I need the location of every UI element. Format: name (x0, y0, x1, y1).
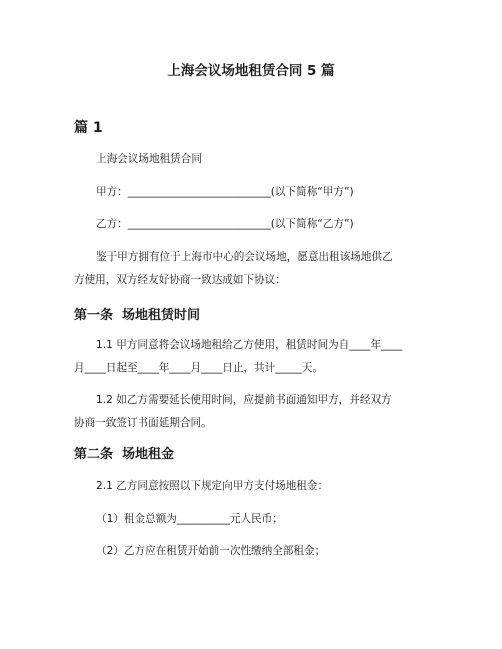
clause-1-1-line-2: 月____日起至____年____月____日止，共计_____天。 (74, 362, 323, 374)
clause-2-1-item-2-text: （2）乙方应在租赁开始前一次性缴纳全部租金； (96, 545, 326, 557)
clause-1-1-line-1: 1.1 甲方同意将会议场地租给乙方使用，租赁时间为自____年____ (96, 339, 403, 351)
clause-1-2-line-1: 1.2 如乙方需要延长使用时间，应提前书面通知甲方，并经双方 (96, 394, 392, 406)
party-a-line (74, 181, 430, 204)
contract-name (74, 148, 430, 171)
party-a-text: 甲方：___________________________(以下简称“甲方”) (96, 186, 354, 198)
clause-1-2-line-2: 协商一致签订书面延期合同。 (74, 417, 212, 429)
document-title: 上海会议场地租赁合同 5 篇 (167, 63, 335, 79)
section-heading: 篇 1 (74, 120, 103, 136)
clause-2-1-item-2 (74, 540, 430, 563)
clause-2-1-text: 2.1 乙方同意按照以下规定向甲方支付场地租金： (96, 480, 329, 492)
preamble-line-2: 方使用，双方经友好协商一致达成如下协议： (74, 274, 286, 286)
clause-2-1 (74, 475, 430, 498)
clause-2-1-item-1-text: （1）租金总额为__________元人民币； (96, 513, 283, 525)
preamble-line-1: 鉴于甲方拥有位于上海市中心的会议场地，愿意出租该场地供乙 (96, 251, 393, 263)
article-2-heading: 第二条 场地租金 (74, 447, 175, 462)
contract-name-text: 上海会议场地租赁合同 (96, 153, 202, 165)
article-1-heading: 第一条 场地租赁时间 (74, 308, 201, 323)
party-b-line (74, 213, 430, 236)
party-b-text: 乙方：___________________________(以下简称“乙方”) (96, 218, 354, 230)
clause-1-2 (74, 389, 430, 435)
clause-1-1 (74, 334, 430, 380)
preamble-paragraph (74, 246, 430, 292)
clause-2-1-item-1 (74, 508, 430, 531)
